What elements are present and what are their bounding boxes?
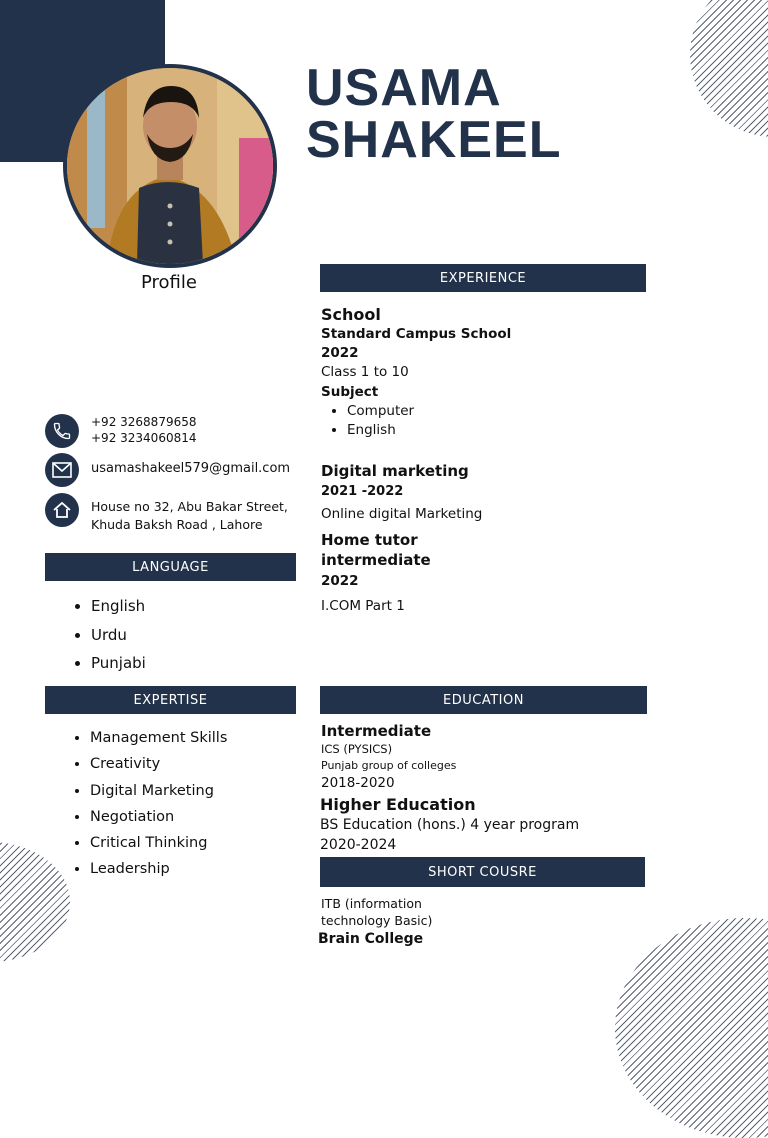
tutor-desc: I.COM Part 1 [321, 598, 405, 614]
subject-list [321, 402, 641, 440]
last-name: SHAKEEL [306, 111, 562, 169]
digital-desc: Online digital Marketing [321, 506, 483, 522]
school-desc: Class 1 to 10 [321, 364, 409, 380]
short-course-details [321, 895, 621, 929]
phone-2[interactable]: +92 3234060814 [91, 431, 197, 445]
home-icon [45, 493, 79, 527]
hatch-circle-left [0, 842, 70, 962]
experience-tutor [321, 530, 641, 616]
profile-photo [63, 64, 277, 268]
experience-school [321, 304, 641, 440]
experience-header: EXPERIENCE [320, 264, 646, 292]
profile-label: Profile [141, 272, 197, 293]
list-item: • Leadership [90, 856, 227, 882]
education-intermediate [321, 722, 641, 793]
higher-program: BS Education (hons.) 4 year program [320, 817, 580, 833]
list-item: • Negotiation [90, 804, 227, 830]
list-item: • English [347, 421, 641, 440]
hatch-circle-top-right [690, 0, 768, 137]
experience-digital [321, 462, 641, 524]
address-line-2: Khuda Baksh Road , Lahore [91, 517, 263, 532]
course-institute: Brain College [318, 931, 424, 947]
higher-level: Higher Education [320, 795, 476, 814]
language-list [71, 592, 146, 678]
list-item: • Computer [347, 402, 641, 421]
tutor-role-2: intermediate [321, 551, 431, 569]
school-year: 2022 [321, 345, 359, 361]
tutor-year: 2022 [321, 573, 359, 589]
hatch-circle-bottom-right [615, 918, 768, 1138]
address [91, 498, 288, 534]
course-line-2: technology Basic) [321, 913, 433, 928]
list-item: • Punjabi [91, 649, 146, 678]
course-line-1: ITB (information [321, 896, 422, 911]
first-name: USAMA [306, 59, 502, 117]
short-course-header: SHORT COUSRE [320, 857, 645, 887]
intermediate-institute: Punjab group of colleges [321, 759, 457, 772]
intermediate-level: Intermediate [321, 722, 432, 740]
list-item: • Creativity [90, 751, 227, 777]
school-org: Standard Campus School [321, 326, 512, 342]
phone-numbers [91, 414, 197, 446]
tutor-role-1: Home tutor [321, 531, 418, 549]
full-name [306, 59, 562, 169]
list-item: • Urdu [91, 621, 146, 650]
mail-icon [45, 453, 79, 487]
list-item: • Critical Thinking [90, 830, 227, 856]
list-item: • English [91, 592, 146, 621]
education-higher [320, 794, 640, 855]
list-item: • Management Skills [90, 725, 227, 751]
intermediate-program: ICS (PYSICS) [321, 742, 393, 756]
school-subject-label: Subject [321, 384, 379, 400]
expertise-header: EXPERTISE [45, 686, 296, 714]
phone-1[interactable]: +92 3268879658 [91, 415, 197, 429]
list-item: • Digital Marketing [90, 778, 227, 804]
address-line-1: House no 32, Abu Bakar Street, [91, 499, 288, 514]
intermediate-years: 2018-2020 [321, 775, 395, 791]
education-header: EDUCATION [320, 686, 647, 714]
expertise-list [70, 725, 227, 883]
school-role: School [321, 305, 381, 324]
digital-years: 2021 -2022 [321, 484, 404, 499]
higher-years: 2020-2024 [320, 837, 397, 853]
phone-icon [45, 414, 79, 448]
email[interactable]: usamashakeel579@gmail.com [91, 461, 291, 476]
digital-role: Digital marketing [321, 462, 469, 480]
language-header: LANGUAGE [45, 553, 296, 581]
